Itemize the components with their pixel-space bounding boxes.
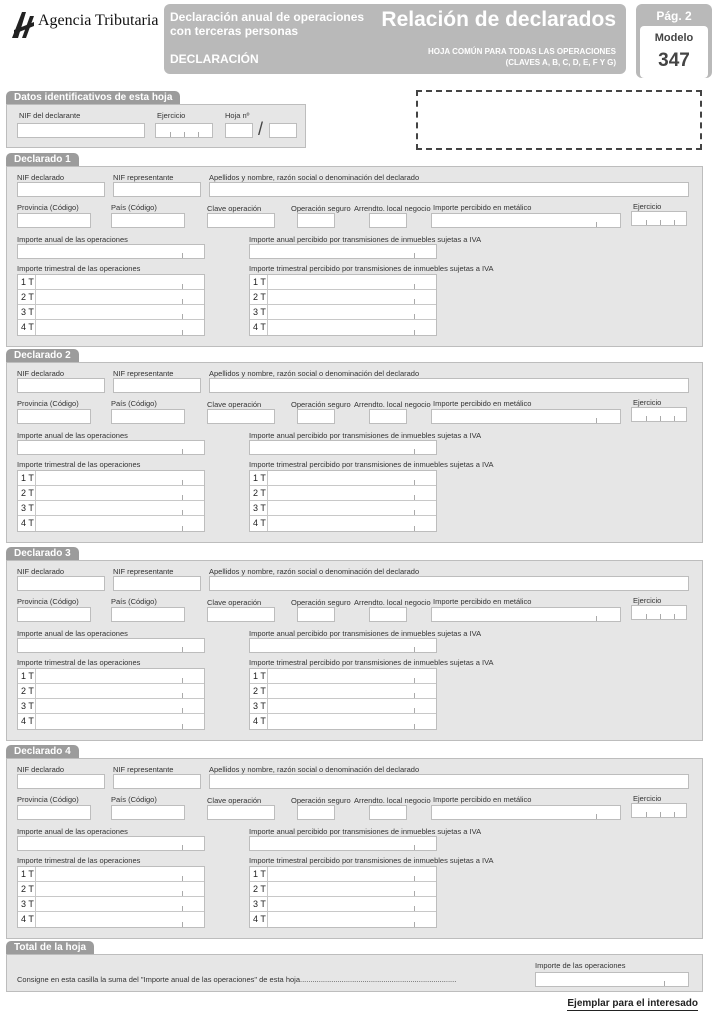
hoja-number-input[interactable]: [225, 123, 253, 138]
pais-input[interactable]: [111, 409, 185, 424]
nif-representante-label: NIF representante: [113, 765, 174, 774]
arrendamiento-label: Arrendto. local negocio: [354, 598, 431, 607]
arrendamiento-input[interactable]: [369, 213, 407, 228]
quarter-row[interactable]: [250, 684, 436, 699]
quarter-row[interactable]: [18, 912, 204, 927]
model-label: Modelo: [654, 32, 694, 44]
page-box: [636, 4, 712, 78]
importe-trimestral-iva-group: [249, 668, 437, 730]
quarter-row[interactable]: [250, 714, 436, 729]
importe-trimestral-group: [17, 470, 205, 532]
clave-operacion-label: Clave operación: [207, 400, 262, 409]
provincia-label: Provincia (Código): [17, 597, 79, 606]
quarter-label: 3 T: [250, 699, 268, 713]
metalico-label: Importe percibido en metálico: [433, 795, 532, 804]
quarter-row[interactable]: [250, 486, 436, 501]
quarter-label: 3 T: [18, 501, 36, 515]
declarado-1-panel: [6, 166, 703, 347]
operacion-seguro-label: Operación seguro: [291, 796, 351, 805]
quarter-label: 3 T: [18, 699, 36, 713]
clave-operacion-label: Clave operación: [207, 204, 262, 213]
metalico-input[interactable]: [431, 805, 621, 820]
pais-input[interactable]: [111, 213, 185, 228]
ejercicio-input[interactable]: [155, 123, 213, 138]
quarter-row[interactable]: [18, 699, 204, 714]
nombre-label: Apellidos y nombre, razón social o denominación del declarado: [209, 173, 420, 182]
quarter-label: 4 T: [250, 320, 268, 335]
declarado-1-tab: Declarado 1: [6, 153, 79, 166]
ejercicio-input[interactable]: [631, 407, 687, 422]
nif-declarante-input[interactable]: [17, 123, 145, 138]
quarter-label: 4 T: [18, 912, 36, 927]
quarter-label: 4 T: [18, 516, 36, 531]
quarter-label: 3 T: [250, 305, 268, 319]
arrendamiento-input[interactable]: [369, 805, 407, 820]
quarter-label: 2 T: [18, 882, 36, 896]
importe-anual-label: Importe anual de las operaciones: [17, 431, 128, 440]
declarado-2-panel: [6, 362, 703, 543]
nif-representante-input[interactable]: [113, 774, 201, 789]
copy-label: Ejemplar para el interesado: [567, 998, 698, 1009]
quarter-row[interactable]: [250, 897, 436, 912]
page-label: Pág. 2: [656, 9, 692, 23]
pais-label: País (Código): [111, 203, 157, 212]
arrendamiento-input[interactable]: [369, 409, 407, 424]
importe-anual-iva-label: Importe anual percibido por transmisiones de inmuebles sujetas a IVA: [249, 235, 482, 244]
metalico-input[interactable]: [431, 213, 621, 228]
quarter-row[interactable]: [250, 290, 436, 305]
provincia-input[interactable]: [17, 805, 91, 820]
provincia-label: Provincia (Código): [17, 203, 79, 212]
declarado-4-tab: Declarado 4: [6, 745, 79, 758]
declarado-4-panel: [6, 758, 703, 939]
ejercicio-label: Ejercicio: [157, 111, 186, 120]
ejercicio-input[interactable]: [631, 211, 687, 226]
operacion-seguro-input[interactable]: [297, 409, 335, 424]
quarter-row[interactable]: [250, 305, 436, 320]
importe-trimestral-label: Importe trimestral de las operaciones: [17, 460, 141, 469]
nombre-label: Apellidos y nombre, razón social o denominación del declarado: [209, 567, 420, 576]
clave-operacion-input[interactable]: [207, 805, 275, 820]
quarter-label: 3 T: [250, 897, 268, 911]
pais-label: País (Código): [111, 399, 157, 408]
model-number: 347: [658, 50, 690, 71]
importe-trimestral-group: [17, 668, 205, 730]
operacion-seguro-input[interactable]: [297, 213, 335, 228]
nif-representante-label: NIF representante: [113, 369, 174, 378]
arrendamiento-label: Arrendto. local negocio: [354, 204, 431, 213]
nombre-label: Apellidos y nombre, razón social o denominación del declarado: [209, 765, 420, 774]
provincia-input[interactable]: [17, 409, 91, 424]
declarado-2-tab: Declarado 2: [6, 349, 79, 362]
operacion-seguro-label: Operación seguro: [291, 204, 351, 213]
arrendamiento-label: Arrendto. local negocio: [354, 400, 431, 409]
clave-operacion-label: Clave operación: [207, 796, 262, 805]
quarter-label: 1 T: [18, 471, 36, 485]
declarado-3-panel: [6, 560, 703, 741]
quarter-row[interactable]: [18, 486, 204, 501]
nif-representante-input[interactable]: [113, 182, 201, 197]
quarter-label: 4 T: [18, 714, 36, 729]
importe-anual-input[interactable]: [17, 440, 205, 455]
operacion-seguro-input[interactable]: [297, 805, 335, 820]
nif-declarado-label: NIF declarado: [17, 173, 65, 182]
quarter-row[interactable]: [250, 912, 436, 927]
id-section-tab: Datos identificativos de esta hoja: [6, 91, 180, 104]
nif-declarado-label: NIF declarado: [17, 567, 65, 576]
quarter-row[interactable]: [250, 882, 436, 897]
ejercicio-label: Ejercicio: [633, 596, 662, 605]
quarter-row[interactable]: [250, 669, 436, 684]
quarter-row[interactable]: [18, 320, 204, 335]
importe-trimestral-label: Importe trimestral de las operaciones: [17, 264, 141, 273]
subtitle-line-2: (CLAVES A, B, C, D, E, F Y G): [505, 58, 616, 67]
importe-trimestral-iva-group: [249, 866, 437, 928]
quarter-label: 1 T: [250, 867, 268, 881]
nif-declarado-input[interactable]: [17, 182, 105, 197]
quarter-row[interactable]: [18, 290, 204, 305]
pais-input[interactable]: [111, 805, 185, 820]
quarter-label: 4 T: [250, 516, 268, 531]
clave-operacion-label: Clave operación: [207, 598, 262, 607]
quarter-label: 2 T: [250, 684, 268, 698]
quarter-label: 1 T: [250, 669, 268, 683]
id-section-panel: [6, 104, 306, 148]
total-panel: [6, 954, 703, 992]
clave-operacion-input[interactable]: [207, 607, 275, 622]
hoja-separator: /: [258, 119, 264, 139]
quarter-row[interactable]: [18, 501, 204, 516]
importe-anual-iva-input[interactable]: [249, 638, 437, 653]
quarter-row[interactable]: [18, 882, 204, 897]
nombre-input[interactable]: [209, 378, 689, 393]
nif-declarado-label: NIF declarado: [17, 369, 65, 378]
operacion-seguro-input[interactable]: [297, 607, 335, 622]
hoja-label: Hoja nº: [225, 111, 250, 120]
quarter-label: 2 T: [250, 486, 268, 500]
importe-anual-iva-input[interactable]: [249, 836, 437, 851]
quarter-label: 4 T: [250, 912, 268, 927]
hoja-total-input[interactable]: [269, 123, 297, 138]
quarter-row[interactable]: [250, 867, 436, 882]
clave-operacion-input[interactable]: [207, 213, 275, 228]
operacion-seguro-label: Operación seguro: [291, 400, 351, 409]
clave-operacion-input[interactable]: [207, 409, 275, 424]
quarter-row[interactable]: [18, 275, 204, 290]
importe-trimestral-label: Importe trimestral de las operaciones: [17, 856, 141, 865]
subtitle: [428, 46, 616, 68]
quarter-row[interactable]: [250, 320, 436, 335]
provincia-label: Provincia (Código): [17, 795, 79, 804]
operacion-seguro-label: Operación seguro: [291, 598, 351, 607]
quarter-row[interactable]: [18, 897, 204, 912]
total-instruction: Consigne en esta casilla la suma del "Importe anual de las operaciones" de esta hoja...........................................................................: [17, 975, 457, 984]
importe-anual-input[interactable]: [17, 244, 205, 259]
subtitle-line-1: HOJA COMÚN PARA TODAS LAS OPERACIONES: [427, 47, 616, 56]
quarter-label: 1 T: [18, 669, 36, 683]
quarter-label: 2 T: [18, 290, 36, 304]
importe-trimestral-group: [17, 274, 205, 336]
quarter-label: 2 T: [18, 486, 36, 500]
form-title: Declaración anual de operaciones con terceras personas: [170, 10, 365, 38]
importe-anual-iva-input[interactable]: [249, 440, 437, 455]
quarter-row[interactable]: [18, 669, 204, 684]
quarter-row[interactable]: [250, 501, 436, 516]
importe-trimestral-iva-label: Importe trimestral percibido por transmisiones de inmuebles sujetas a IVA: [249, 658, 494, 667]
main-title: Relación de declarados: [381, 8, 616, 31]
metalico-label: Importe percibido en metálico: [433, 399, 532, 408]
metalico-label: Importe percibido en metálico: [433, 597, 532, 606]
stamp-area: [416, 90, 702, 150]
importe-anual-label: Importe anual de las operaciones: [17, 629, 128, 638]
importe-anual-iva-input[interactable]: [249, 244, 437, 259]
importe-anual-input[interactable]: [17, 836, 205, 851]
quarter-row[interactable]: [18, 684, 204, 699]
quarter-label: 2 T: [250, 290, 268, 304]
nif-representante-input[interactable]: [113, 576, 201, 591]
ejercicio-label: Ejercicio: [633, 202, 662, 211]
nif-representante-label: NIF representante: [113, 173, 174, 182]
nombre-input[interactable]: [209, 182, 689, 197]
ejercicio-label: Ejercicio: [633, 794, 662, 803]
metalico-input[interactable]: [431, 409, 621, 424]
nif-representante-input[interactable]: [113, 378, 201, 393]
nif-declarado-input[interactable]: [17, 576, 105, 591]
nombre-input[interactable]: [209, 774, 689, 789]
quarter-label: 3 T: [250, 501, 268, 515]
model-box: [640, 26, 708, 78]
pais-label: País (Código): [111, 795, 157, 804]
ejercicio-input[interactable]: [631, 803, 687, 818]
provincia-input[interactable]: [17, 213, 91, 228]
importe-anual-input[interactable]: [17, 638, 205, 653]
pais-input[interactable]: [111, 607, 185, 622]
quarter-label: 3 T: [18, 305, 36, 319]
importe-trimestral-iva-group: [249, 470, 437, 532]
quarter-row[interactable]: [18, 305, 204, 320]
pais-label: País (Código): [111, 597, 157, 606]
nif-declarado-input[interactable]: [17, 774, 105, 789]
importe-trimestral-iva-label: Importe trimestral percibido por transmisiones de inmuebles sujetas a IVA: [249, 264, 494, 273]
quarter-label: 1 T: [18, 275, 36, 289]
nif-declarado-label: NIF declarado: [17, 765, 65, 774]
importe-anual-label: Importe anual de las operaciones: [17, 235, 128, 244]
provincia-input[interactable]: [17, 607, 91, 622]
quarter-row[interactable]: [18, 867, 204, 882]
importe-trimestral-iva-label: Importe trimestral percibido por transmisiones de inmuebles sujetas a IVA: [249, 460, 494, 469]
form-type: DECLARACIÓN: [170, 52, 259, 66]
arrendamiento-label: Arrendto. local negocio: [354, 796, 431, 805]
quarter-row[interactable]: [250, 699, 436, 714]
quarter-label: 1 T: [18, 867, 36, 881]
quarter-row[interactable]: [18, 714, 204, 729]
quarter-label: 4 T: [18, 320, 36, 335]
provincia-label: Provincia (Código): [17, 399, 79, 408]
form-header: [164, 4, 626, 74]
nif-declarado-input[interactable]: [17, 378, 105, 393]
quarter-label: 3 T: [18, 897, 36, 911]
quarter-label: 4 T: [250, 714, 268, 729]
quarter-row[interactable]: [18, 471, 204, 486]
quarter-row[interactable]: [250, 516, 436, 531]
importe-trimestral-iva-group: [249, 274, 437, 336]
agency-logo-icon: [8, 8, 38, 42]
quarter-label: 1 T: [250, 275, 268, 289]
quarter-row[interactable]: [250, 275, 436, 290]
total-field-label: Importe de las operaciones: [535, 961, 626, 970]
importe-trimestral-group: [17, 866, 205, 928]
quarter-row[interactable]: [250, 471, 436, 486]
importe-anual-iva-label: Importe anual percibido por transmisiones de inmuebles sujetas a IVA: [249, 629, 482, 638]
arrendamiento-input[interactable]: [369, 607, 407, 622]
importe-anual-iva-label: Importe anual percibido por transmisiones de inmuebles sujetas a IVA: [249, 431, 482, 440]
importe-anual-iva-label: Importe anual percibido por transmisiones de inmuebles sujetas a IVA: [249, 827, 482, 836]
importe-trimestral-label: Importe trimestral de las operaciones: [17, 658, 141, 667]
nombre-input[interactable]: [209, 576, 689, 591]
quarter-label: 2 T: [18, 684, 36, 698]
agency-name: Agencia Tributaria: [38, 12, 159, 29]
ejercicio-label: Ejercicio: [633, 398, 662, 407]
quarter-label: 1 T: [250, 471, 268, 485]
total-tab: Total de la hoja: [6, 941, 94, 954]
nombre-label: Apellidos y nombre, razón social o denominación del declarado: [209, 369, 420, 378]
importe-anual-label: Importe anual de las operaciones: [17, 827, 128, 836]
metalico-input[interactable]: [431, 607, 621, 622]
ejercicio-input[interactable]: [631, 605, 687, 620]
quarter-row[interactable]: [18, 516, 204, 531]
nif-representante-label: NIF representante: [113, 567, 174, 576]
nif-declarante-label: NIF del declarante: [19, 111, 81, 120]
declarado-3-tab: Declarado 3: [6, 547, 79, 560]
total-importe-input[interactable]: [535, 972, 689, 987]
importe-trimestral-iva-label: Importe trimestral percibido por transmisiones de inmuebles sujetas a IVA: [249, 856, 494, 865]
metalico-label: Importe percibido en metálico: [433, 203, 532, 212]
quarter-label: 2 T: [250, 882, 268, 896]
